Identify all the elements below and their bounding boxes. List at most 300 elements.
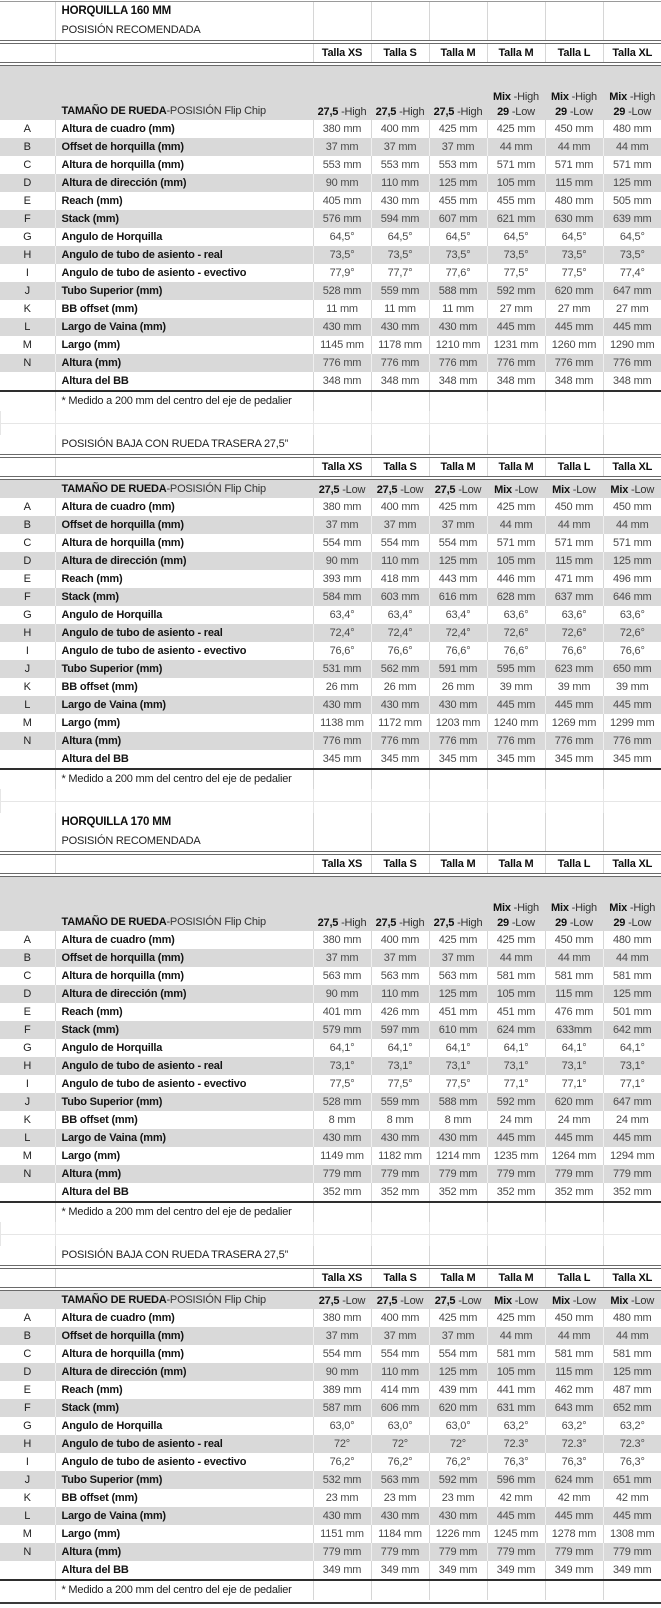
wheel-size-cell (603, 1291, 661, 1309)
value-cell: 24 mm (603, 1111, 661, 1129)
table-row (0, 372, 661, 391)
spacer-cell (488, 1234, 546, 1246)
wheel-size-value: Mix (551, 91, 569, 103)
table-row (0, 1309, 661, 1327)
value-cell: 23 mm (313, 1489, 371, 1507)
value-cell: 115 mm (545, 1363, 603, 1381)
value-cell: 455 mm (487, 192, 545, 210)
value-cell: 559 mm (371, 1093, 429, 1111)
flip-chip-position: -High (511, 91, 539, 103)
value-cell: 63,2° (545, 1417, 603, 1435)
blank-cell (603, 21, 661, 40)
row-letter: B (0, 949, 55, 967)
value-cell: 64,1° (371, 1039, 429, 1057)
value-cell: 44 mm (487, 1327, 545, 1345)
value-cell: 1151 mm (313, 1525, 371, 1543)
value-cell: 76,2° (429, 1453, 487, 1471)
value-cell: 110 mm (371, 985, 429, 1003)
row-label: Altura de horquilla (mm) (55, 1345, 313, 1363)
value-cell: 606 mm (371, 1399, 429, 1417)
table-row (0, 1453, 661, 1471)
row-label: Stack (mm) (55, 1399, 313, 1417)
row-label: Altura (mm) (55, 1165, 313, 1183)
value-cell: 1172 mm (371, 714, 429, 732)
value-cell: 77,4° (603, 264, 661, 282)
row-letter-blank (0, 458, 55, 476)
geometry-table (0, 1291, 661, 1600)
value-cell: 563 mm (313, 967, 371, 985)
row-letter-blank (0, 1202, 55, 1222)
row-label: BB offset (mm) (55, 678, 313, 696)
table-row (0, 354, 661, 372)
footnote: * Medido a 200 mm del centro del eje de pedalier (55, 1580, 313, 1600)
value-cell: 581 mm (545, 1345, 603, 1363)
table-row (0, 1417, 661, 1435)
row-letter: C (0, 156, 55, 174)
value-cell: 554 mm (313, 1345, 371, 1363)
wheel-size-value: 29 (497, 917, 509, 929)
row-label: Stack (mm) (55, 1021, 313, 1039)
row-label: Largo (mm) (55, 1525, 313, 1543)
wheel-size-line (430, 483, 487, 498)
row-letter: N (0, 1543, 55, 1561)
flip-chip-position: -High (627, 902, 655, 914)
wheel-size-value: 29 (555, 106, 567, 118)
row-label: Altura del BB (55, 1561, 313, 1580)
value-cell: 115 mm (545, 985, 603, 1003)
wheel-size-line (430, 1294, 487, 1309)
value-cell: 554 mm (429, 1345, 487, 1363)
row-letter: A (0, 498, 55, 516)
size-column-header: Talla M (429, 1269, 487, 1287)
value-cell: 776 mm (313, 732, 371, 750)
size-column-header: Talla L (545, 855, 603, 873)
value-cell: 401 mm (313, 1003, 371, 1021)
value-cell: 73,1° (545, 1057, 603, 1075)
wheel-size-label-bold: TAMAÑO DE RUEDA (62, 483, 167, 495)
wheel-size-line (546, 916, 603, 931)
value-cell: 37 mm (371, 138, 429, 156)
value-cell: 345 mm (603, 750, 661, 769)
row-label: Tubo Superior (mm) (55, 660, 313, 678)
size-column-header: Talla XS (313, 458, 371, 476)
value-cell: 348 mm (313, 372, 371, 391)
value-cell: 64,5° (603, 228, 661, 246)
blank-cell (313, 832, 371, 851)
value-cell: 63,4° (429, 606, 487, 624)
geometry-table (0, 480, 661, 789)
value-cell: 554 mm (429, 534, 487, 552)
row-label: Tubo Superior (mm) (55, 1093, 313, 1111)
table-row (0, 855, 661, 873)
footnote-row (0, 391, 661, 411)
value-cell: 652 mm (603, 1399, 661, 1417)
flip-chip-position: -Low (567, 917, 593, 929)
flip-chip-position: -Low (455, 484, 481, 496)
geometry-table (0, 877, 661, 1222)
wheel-size-label-bold: TAMAÑO DE RUEDA (62, 916, 167, 928)
row-label: Offset de horquilla (mm) (55, 138, 313, 156)
table-row (0, 21, 661, 40)
value-cell: 581 mm (603, 967, 661, 985)
value-cell: 650 mm (603, 660, 661, 678)
wheel-size-cell (313, 66, 371, 120)
value-cell: 588 mm (429, 1093, 487, 1111)
row-label: Angulo de tubo de asiento - evectivo (55, 1075, 313, 1093)
value-cell: 430 mm (371, 1507, 429, 1525)
row-letter-blank (0, 1269, 55, 1287)
value-cell: 445 mm (487, 696, 545, 714)
size-column-header: Talla M (429, 458, 487, 476)
value-cell: 90 mm (313, 1363, 371, 1381)
value-cell: 441 mm (487, 1381, 545, 1399)
value-cell: 620 mm (429, 1399, 487, 1417)
value-cell: 348 mm (487, 372, 545, 391)
value-cell: 1235 mm (487, 1147, 545, 1165)
wheel-size-cell (603, 877, 661, 931)
value-cell: 637 mm (545, 588, 603, 606)
value-cell: 430 mm (371, 696, 429, 714)
value-cell: 445 mm (545, 696, 603, 714)
value-cell: 76,6° (313, 642, 371, 660)
row-label: Altura de dirección (mm) (55, 552, 313, 570)
wheel-size-line (314, 105, 371, 120)
wheel-size-line (372, 916, 429, 931)
table-row (0, 138, 661, 156)
value-cell: 77,5° (371, 1075, 429, 1093)
value-cell: 425 mm (487, 931, 545, 949)
blank-cell (429, 769, 487, 789)
value-cell: 779 mm (603, 1543, 661, 1561)
value-cell: 616 mm (429, 588, 487, 606)
value-cell: 64,5° (545, 228, 603, 246)
size-column-header: Talla L (545, 44, 603, 62)
value-cell: 620 mm (545, 282, 603, 300)
value-cell: 430 mm (429, 696, 487, 714)
value-cell: 77,5° (313, 1075, 371, 1093)
value-cell: 37 mm (313, 138, 371, 156)
value-cell: 73,1° (429, 1057, 487, 1075)
blank-cell (371, 435, 429, 454)
value-cell: 597 mm (371, 1021, 429, 1039)
value-cell: 27 mm (603, 300, 661, 318)
value-cell: 571 mm (545, 534, 603, 552)
wheel-size-band (0, 1291, 661, 1309)
row-label: Tubo Superior (mm) (55, 282, 313, 300)
value-cell: 1210 mm (429, 336, 487, 354)
value-cell: 554 mm (313, 534, 371, 552)
value-cell: 44 mm (603, 138, 661, 156)
value-cell: 588 mm (429, 282, 487, 300)
value-cell: 425 mm (429, 931, 487, 949)
blank-cell (545, 1580, 603, 1600)
value-cell: 430 mm (313, 318, 371, 336)
size-header (0, 44, 661, 62)
row-letter (0, 750, 55, 769)
value-cell: 105 mm (487, 174, 545, 192)
footnote: * Medido a 200 mm del centro del eje de pedalier (55, 769, 313, 789)
blank-cell (603, 1580, 661, 1600)
spacer-row (1, 789, 661, 801)
blank-cell (545, 435, 603, 454)
row-label: Angulo de tubo de asiento - real (55, 624, 313, 642)
value-cell: 125 mm (429, 552, 487, 570)
value-cell: 1290 mm (603, 336, 661, 354)
value-cell: 430 mm (429, 318, 487, 336)
blank-cell (313, 1246, 371, 1265)
flip-chip-position: -Low (512, 1295, 538, 1307)
value-cell: 349 mm (545, 1561, 603, 1580)
geometry-sheet (0, 2, 661, 1600)
row-label: Largo (mm) (55, 336, 313, 354)
value-cell: 425 mm (429, 120, 487, 138)
value-cell: 125 mm (603, 174, 661, 192)
row-label: Angulo de tubo de asiento - evectivo (55, 642, 313, 660)
value-cell: 42 mm (603, 1489, 661, 1507)
value-cell: 779 mm (313, 1543, 371, 1561)
value-cell: 63,4° (313, 606, 371, 624)
row-letter: C (0, 1345, 55, 1363)
spacer-cell (372, 411, 430, 423)
row-letter: F (0, 588, 55, 606)
wheel-size-value: 27,5 (319, 484, 340, 496)
size-column-header: Talla XL (603, 855, 661, 873)
spacer-cell (56, 411, 314, 423)
geometry-table (0, 66, 661, 411)
row-letter: K (0, 300, 55, 318)
wheel-size-line (488, 483, 545, 498)
value-cell: 76,6° (603, 642, 661, 660)
spacer-cell (604, 423, 661, 435)
value-cell: 581 mm (487, 967, 545, 985)
blank-cell (487, 1246, 545, 1265)
blank-cell (313, 1202, 371, 1222)
value-cell: 63,2° (603, 1417, 661, 1435)
value-cell: 571 mm (603, 534, 661, 552)
spacer-cell (372, 801, 430, 813)
value-cell: 571 mm (603, 156, 661, 174)
spacer-cell (604, 789, 661, 801)
flip-chip-position: -Low (625, 106, 651, 118)
wheel-size-label-rest: -POSISIÓN Flip Chip (166, 916, 266, 928)
value-cell: 352 mm (371, 1183, 429, 1202)
table-row (0, 985, 661, 1003)
value-cell: 115 mm (545, 174, 603, 192)
wheel-size-label-bold: TAMAÑO DE RUEDA (62, 105, 167, 117)
row-letter: J (0, 282, 55, 300)
wheel-size-value: 27,5 (434, 917, 455, 929)
footnote: * Medido a 200 mm del centro del eje de pedalier (55, 391, 313, 411)
flip-chip-position: -Low (509, 917, 535, 929)
row-label: Largo de Vaina (mm) (55, 318, 313, 336)
value-cell: 72,6° (545, 624, 603, 642)
row-letter (0, 1561, 55, 1580)
bottom-rule (0, 1602, 661, 1608)
table-row (0, 435, 661, 454)
wheel-size-cell (545, 66, 603, 120)
spacer-cell (1, 801, 56, 813)
row-letter: D (0, 985, 55, 1003)
value-cell: 445 mm (603, 696, 661, 714)
value-cell: 105 mm (487, 985, 545, 1003)
spacer-row (1, 1234, 661, 1246)
table-row (0, 552, 661, 570)
value-cell: 24 mm (545, 1111, 603, 1129)
value-cell: 624 mm (545, 1471, 603, 1489)
wheel-size-cell (487, 1291, 545, 1309)
row-letter: H (0, 624, 55, 642)
value-cell: 646 mm (603, 588, 661, 606)
table-row (0, 534, 661, 552)
row-letter-blank (0, 44, 55, 62)
wheel-size-value: 27,5 (435, 484, 456, 496)
value-cell: 779 mm (429, 1543, 487, 1561)
value-cell: 1184 mm (371, 1525, 429, 1543)
wheel-size-value: 27,5 (376, 917, 397, 929)
value-cell: 776 mm (371, 354, 429, 372)
value-cell: 1203 mm (429, 714, 487, 732)
value-cell: 633mm (545, 1021, 603, 1039)
row-letter: L (0, 318, 55, 336)
size-column-header: Talla XL (603, 44, 661, 62)
blank-cell (313, 1580, 371, 1600)
row-label: Altura de cuadro (mm) (55, 498, 313, 516)
blank-cell (55, 458, 313, 476)
value-cell: 72.3° (603, 1435, 661, 1453)
value-cell: 349 mm (371, 1561, 429, 1580)
row-letter-blank (0, 2, 55, 21)
row-letter: G (0, 606, 55, 624)
table-row (0, 660, 661, 678)
table-row (0, 732, 661, 750)
value-cell: 1308 mm (603, 1525, 661, 1543)
value-cell: 44 mm (603, 516, 661, 534)
wheel-size-cell (429, 1291, 487, 1309)
spacer-cell (604, 1234, 661, 1246)
value-cell: 400 mm (371, 931, 429, 949)
value-cell: 393 mm (313, 570, 371, 588)
wheel-size-value: Mix (494, 1295, 512, 1307)
value-cell: 110 mm (371, 174, 429, 192)
wheel-size-cell (313, 480, 371, 498)
value-cell: 37 mm (313, 949, 371, 967)
value-cell: 400 mm (371, 1309, 429, 1327)
spacer-cell (488, 411, 546, 423)
value-cell: 8 mm (313, 1111, 371, 1129)
value-cell: 352 mm (603, 1183, 661, 1202)
row-letter-blank (0, 391, 55, 411)
value-cell: 476 mm (545, 1003, 603, 1021)
value-cell: 528 mm (313, 1093, 371, 1111)
flip-chip-position: -Low (339, 1295, 365, 1307)
value-cell: 779 mm (545, 1543, 603, 1561)
wheel-size-cell (313, 1291, 371, 1309)
value-cell: 76,6° (429, 642, 487, 660)
value-cell: 563 mm (371, 1471, 429, 1489)
value-cell: 110 mm (371, 1363, 429, 1381)
size-column-header: Talla L (545, 458, 603, 476)
value-cell: 596 mm (487, 1471, 545, 1489)
value-cell: 554 mm (371, 1345, 429, 1363)
value-cell: 592 mm (487, 282, 545, 300)
row-letter: L (0, 1507, 55, 1525)
value-cell: 73,5° (603, 246, 661, 264)
value-cell: 450 mm (603, 498, 661, 516)
wheel-size-line (546, 105, 603, 120)
value-cell: 430 mm (371, 318, 429, 336)
value-cell: 553 mm (371, 156, 429, 174)
value-cell: 445 mm (545, 318, 603, 336)
value-cell: 76,6° (371, 642, 429, 660)
table-row (0, 750, 661, 769)
value-cell: 779 mm (545, 1165, 603, 1183)
value-cell: 471 mm (545, 570, 603, 588)
value-cell: 505 mm (603, 192, 661, 210)
value-cell: 352 mm (313, 1183, 371, 1202)
spacer-cell (604, 411, 661, 423)
wheel-size-value: 29 (613, 917, 625, 929)
value-cell: 1138 mm (313, 714, 371, 732)
row-label: Altura (mm) (55, 1543, 313, 1561)
flip-chip-position: -High (396, 106, 424, 118)
section-subtitle: POSISIÓN RECOMENDADA (55, 21, 313, 40)
table-row (0, 1129, 661, 1147)
wheel-size-value: 29 (497, 106, 509, 118)
table-row (0, 1561, 661, 1580)
value-cell: 643 mm (545, 1399, 603, 1417)
table-row (0, 1147, 661, 1165)
value-cell: 776 mm (313, 354, 371, 372)
footnote-row (0, 1202, 661, 1222)
row-letter: C (0, 534, 55, 552)
wheel-size-cell (371, 66, 429, 120)
value-cell: 73,5° (371, 246, 429, 264)
value-cell: 64,5° (429, 228, 487, 246)
value-cell: 72.3° (487, 1435, 545, 1453)
value-cell: 1245 mm (487, 1525, 545, 1543)
spacer-row (1, 411, 661, 423)
value-cell: 581 mm (603, 1345, 661, 1363)
row-letter: M (0, 336, 55, 354)
wheel-size-cell (429, 877, 487, 931)
row-label: Altura (mm) (55, 354, 313, 372)
blank-cell (603, 832, 661, 851)
size-column-header: Talla S (371, 855, 429, 873)
wheel-size-cell (545, 480, 603, 498)
value-cell: 37 mm (429, 138, 487, 156)
wheel-size-label-rest: -POSISIÓN Flip Chip (166, 105, 266, 117)
wheel-size-line (488, 105, 545, 120)
blank-cell (429, 21, 487, 40)
row-letter: L (0, 1129, 55, 1147)
value-cell: 1240 mm (487, 714, 545, 732)
spacer-row (1, 801, 661, 813)
row-label: Offset de horquilla (mm) (55, 1327, 313, 1345)
wheel-size-line (604, 916, 661, 931)
value-cell: 389 mm (313, 1381, 371, 1399)
value-cell: 592 mm (429, 1471, 487, 1489)
value-cell: 445 mm (487, 1129, 545, 1147)
row-letter-blank (0, 435, 55, 454)
spacer-cell (604, 1222, 661, 1234)
wheel-size-cell (603, 480, 661, 498)
value-cell: 776 mm (545, 732, 603, 750)
row-label: Angulo de Horquilla (55, 1417, 313, 1435)
value-cell: 352 mm (429, 1183, 487, 1202)
row-letter: J (0, 660, 55, 678)
value-cell: 430 mm (371, 1129, 429, 1147)
flip-chip-position: -Low (455, 1295, 481, 1307)
